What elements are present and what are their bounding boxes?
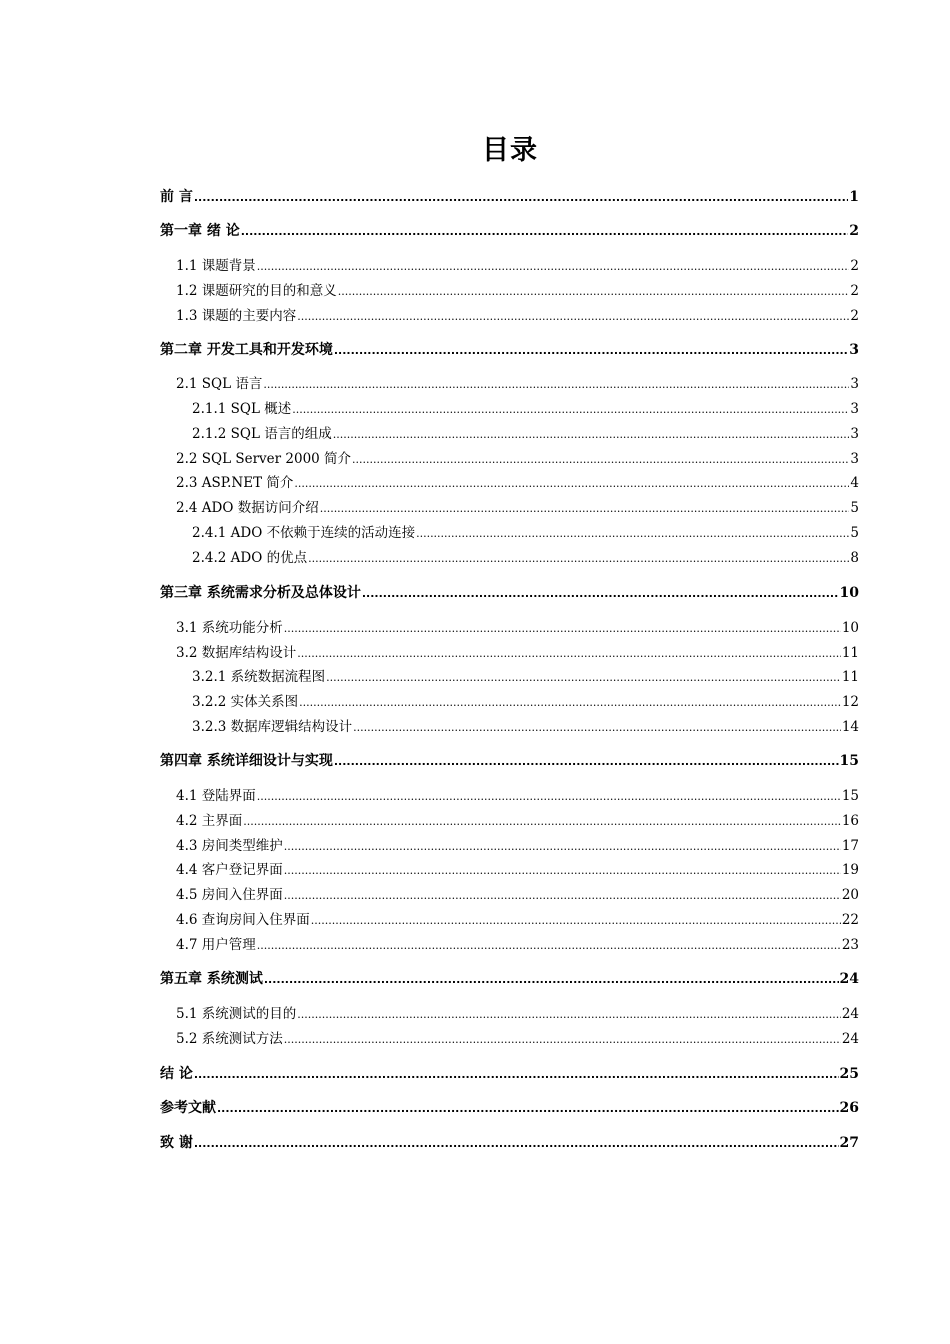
toc-entry[interactable] — [176, 472, 859, 494]
toc-entry[interactable] — [176, 884, 859, 906]
toc-entry[interactable] — [176, 785, 859, 807]
toc-dot-leader — [257, 256, 850, 278]
toc-entry-page-number: 25 — [839, 1066, 859, 1082]
toc-entry-page-number: 27 — [839, 1135, 859, 1151]
toc-entry-label: 1.1 课题背景 — [176, 258, 256, 274]
toc-entry-label: 2.4 ADO 数据访问介绍 — [176, 500, 319, 516]
toc-entry-label: 4.4 客户登记界面 — [176, 862, 283, 878]
toc-entry[interactable] — [176, 1003, 859, 1025]
toc-entry-page-number: 19 — [841, 862, 859, 878]
toc-entry[interactable] — [160, 750, 859, 772]
toc-entry-label: 第一章 绪 论 — [160, 223, 240, 239]
toc-entry-page-number: 2 — [849, 223, 859, 239]
toc-entry-label: 致 谢 — [160, 1135, 193, 1151]
toc-entry-page-number: 26 — [839, 1100, 859, 1116]
toc-entry[interactable] — [176, 859, 859, 881]
toc-entry-page-number: 15 — [839, 753, 859, 769]
toc-entry[interactable] — [176, 305, 859, 327]
toc-entry-page-number: 3 — [850, 451, 859, 467]
toc-dot-leader — [284, 860, 841, 882]
toc-entry-page-number: 3 — [850, 401, 859, 417]
toc-dot-leader — [299, 692, 841, 714]
toc-entry-page-number: 1 — [849, 189, 859, 205]
toc-dot-leader — [334, 751, 839, 773]
toc-entry[interactable] — [192, 398, 859, 420]
toc-dot-leader — [297, 1004, 841, 1026]
toc-dot-leader — [264, 969, 839, 991]
toc-dot-leader — [416, 523, 849, 545]
toc-dot-leader — [257, 935, 841, 957]
toc-entry[interactable] — [160, 1132, 859, 1154]
toc-entry-page-number: 2 — [850, 283, 859, 299]
toc-entry[interactable] — [192, 691, 859, 713]
toc-dot-leader — [338, 281, 850, 303]
toc-entry-label: 4.1 登陆界面 — [176, 788, 256, 804]
toc-entry-label: 4.7 用户管理 — [176, 937, 256, 953]
toc-entry[interactable] — [176, 280, 859, 302]
toc-entry-page-number: 2 — [850, 258, 859, 274]
toc-entry-label: 第四章 系统详细设计与实现 — [160, 753, 333, 769]
toc-entry-page-number: 3 — [850, 376, 859, 392]
toc-entry[interactable] — [160, 1063, 859, 1085]
toc-entry-page-number: 10 — [841, 620, 859, 636]
toc-entry[interactable] — [176, 448, 859, 470]
toc-entry[interactable] — [176, 373, 859, 395]
toc-dot-leader — [352, 449, 849, 471]
toc-entry[interactable] — [192, 547, 859, 569]
toc-entry[interactable] — [160, 186, 859, 208]
toc-entry[interactable] — [176, 255, 859, 277]
toc-entry-page-number: 14 — [841, 719, 859, 735]
toc-entry[interactable] — [176, 835, 859, 857]
toc-dot-leader — [194, 1064, 839, 1086]
toc-dot-leader — [320, 498, 850, 520]
toc-entry-page-number: 11 — [841, 645, 859, 661]
toc-entry[interactable] — [160, 968, 859, 990]
toc-entry-label: 结 论 — [160, 1066, 193, 1082]
toc-entry-page-number: 4 — [850, 475, 859, 491]
toc-entry-page-number: 3 — [850, 426, 859, 442]
toc-entry-label: 2.2 SQL Server 2000 简介 — [176, 451, 352, 467]
toc-dot-leader — [333, 424, 850, 446]
toc-entry-label: 3.2.1 系统数据流程图 — [192, 669, 326, 685]
toc-dot-leader — [284, 885, 841, 907]
toc-dot-leader — [334, 340, 848, 362]
toc-entry[interactable] — [192, 716, 859, 738]
toc-entry-page-number: 12 — [841, 694, 859, 710]
toc-dot-leader — [297, 643, 841, 665]
toc-dot-leader — [311, 910, 841, 932]
toc-entry-label: 前 言 — [160, 189, 193, 205]
toc-dot-leader — [297, 306, 849, 328]
toc-dot-leader — [257, 786, 841, 808]
toc-dot-leader — [241, 221, 849, 243]
toc-dot-leader — [362, 583, 839, 605]
toc-entry[interactable] — [160, 1097, 859, 1119]
toc-entry[interactable] — [176, 497, 859, 519]
toc-entry-page-number: 2 — [850, 308, 859, 324]
toc-dot-leader — [194, 187, 848, 209]
toc-dot-leader — [292, 399, 849, 421]
toc-entry[interactable] — [176, 934, 859, 956]
toc-entry-page-number: 3 — [849, 342, 859, 358]
toc-entry-label: 3.2.2 实体关系图 — [192, 694, 299, 710]
toc-entry[interactable] — [176, 1028, 859, 1050]
toc-entry-page-number: 11 — [841, 669, 859, 685]
toc-entry-page-number: 15 — [841, 788, 859, 804]
toc-entry-label: 4.5 房间入住界面 — [176, 887, 283, 903]
toc-entry-page-number: 10 — [839, 585, 859, 601]
toc-entry[interactable] — [160, 220, 859, 242]
toc-entry-label: 第二章 开发工具和开发环境 — [160, 342, 333, 358]
toc-entry-page-number: 24 — [841, 1031, 859, 1047]
toc-dot-leader — [217, 1098, 839, 1120]
toc-dot-leader — [326, 667, 841, 689]
toc-entry-page-number: 5 — [850, 500, 859, 516]
toc-dot-leader — [284, 618, 841, 640]
toc-entry-page-number: 8 — [850, 550, 859, 566]
toc-entry-label: 2.1.1 SQL 概述 — [192, 401, 292, 417]
toc-entry-page-number: 24 — [841, 1006, 859, 1022]
toc-entry-label: 4.3 房间类型维护 — [176, 838, 283, 854]
toc-entry-label: 1.3 课题的主要内容 — [176, 308, 297, 324]
toc-dot-leader — [284, 1029, 841, 1051]
toc-entry-label: 3.2.3 数据库逻辑结构设计 — [192, 719, 353, 735]
toc-dot-leader — [194, 1133, 839, 1155]
toc-entry-page-number: 17 — [841, 838, 859, 854]
toc-entry[interactable] — [176, 617, 859, 639]
toc-entry-label: 2.3 ASP.NET 简介 — [176, 475, 294, 491]
toc-dot-leader — [353, 717, 841, 739]
toc-entry-label: 3.2 数据库结构设计 — [176, 645, 297, 661]
toc-entry[interactable] — [192, 666, 859, 688]
toc-entry-label: 5.1 系统测试的目的 — [176, 1006, 297, 1022]
toc-entry[interactable] — [192, 423, 859, 445]
toc-entry-label: 3.1 系统功能分析 — [176, 620, 283, 636]
toc-dot-leader — [294, 473, 849, 495]
toc-entry[interactable] — [176, 909, 859, 931]
toc-entry-label: 第五章 系统测试 — [160, 971, 263, 987]
toc-entry-label: 第三章 系统需求分析及总体设计 — [160, 585, 361, 601]
toc-entry-label: 4.6 查询房间入住界面 — [176, 912, 310, 928]
toc-entry-label: 2.1 SQL 语言 — [176, 376, 263, 392]
toc-entry[interactable] — [160, 339, 859, 361]
toc-entry-label: 5.2 系统测试方法 — [176, 1031, 283, 1047]
toc-entry-label: 2.1.2 SQL 语言的组成 — [192, 426, 332, 442]
toc-title: 目录 — [482, 135, 538, 166]
toc-entry-page-number: 23 — [841, 937, 859, 953]
toc-entry-label: 参考文献 — [160, 1100, 216, 1116]
toc-entry[interactable] — [176, 810, 859, 832]
toc-entry[interactable] — [192, 522, 859, 544]
toc-dot-leader — [263, 374, 849, 396]
toc-entry-page-number: 22 — [841, 912, 859, 928]
toc-entry[interactable] — [160, 582, 859, 604]
toc-entry-page-number: 16 — [841, 813, 859, 829]
toc-entry-label: 2.4.2 ADO 的优点 — [192, 550, 308, 566]
toc-entry-label: 1.2 课题研究的目的和意义 — [176, 283, 337, 299]
toc-dot-leader — [243, 811, 841, 833]
toc-entry-page-number: 24 — [839, 971, 859, 987]
toc-entry[interactable] — [176, 642, 859, 664]
toc-entry-page-number: 20 — [841, 887, 859, 903]
toc-dot-leader — [308, 548, 849, 570]
toc-entry-page-number: 5 — [850, 525, 859, 541]
toc-entry-label: 2.4.1 ADO 不依赖于连续的活动连接 — [192, 525, 416, 541]
toc-dot-leader — [284, 836, 841, 858]
toc-entry-label: 4.2 主界面 — [176, 813, 243, 829]
